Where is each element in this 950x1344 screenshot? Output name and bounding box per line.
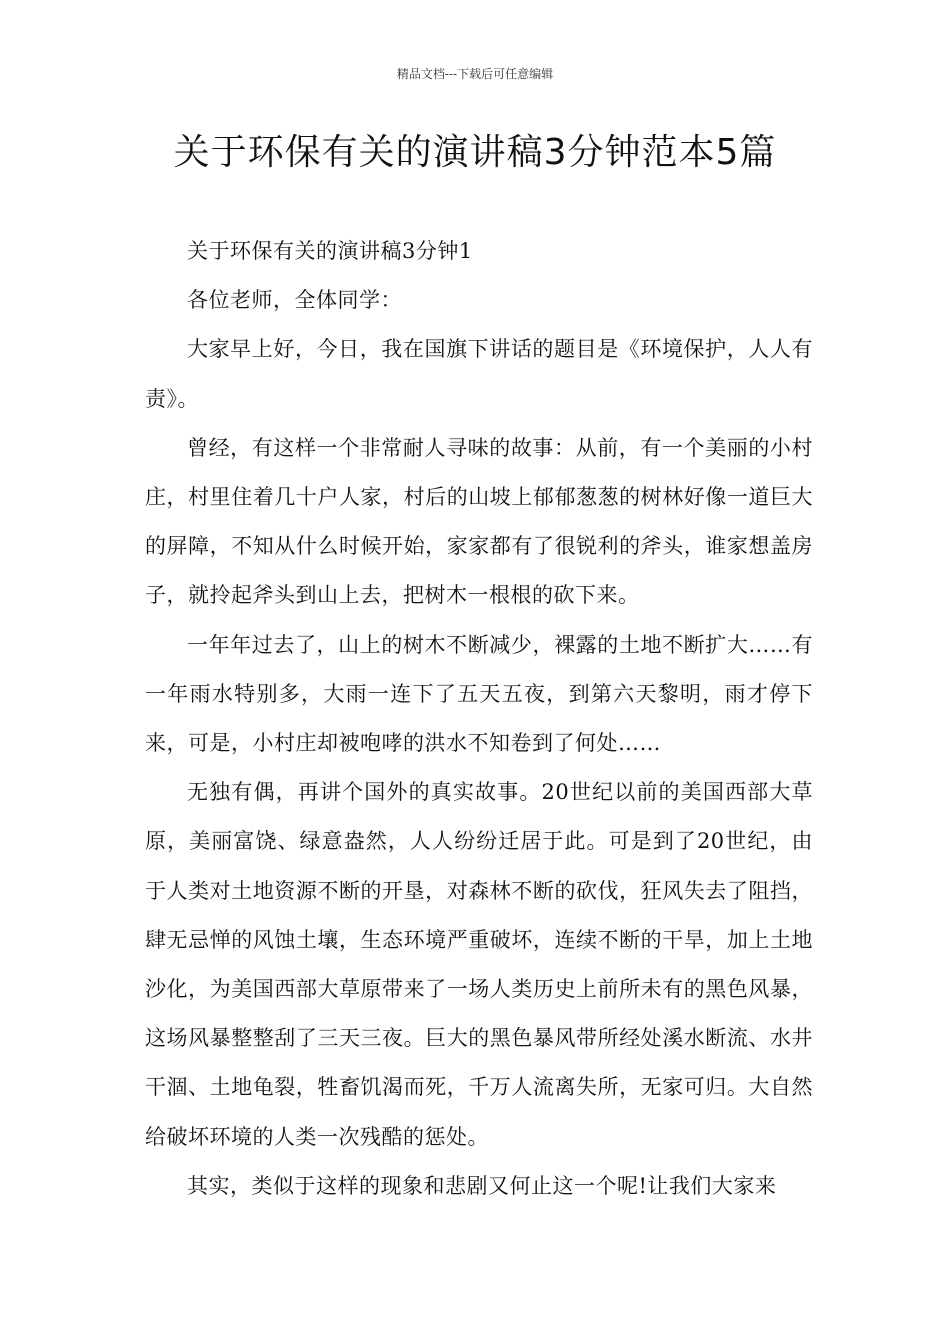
paragraph-greeting: 各位老师，全体同学： xyxy=(187,288,402,313)
paragraph-village-story: 曾经，有这样一个非常耐人寻味的故事：从前，有一个美丽的小村庄，村里住着几十户人家，村后的山坡上郁郁葱葱的树林好像一道巨大的屏障，不知从什么时候开始，家家都有了很锐利的斧头，谁家想盖房子，就拎起斧头到山上去，把树木一根根的砍下来。 xyxy=(145,435,813,608)
paragraph-flood: 一年年过去了，山上的树木不断减少，裸露的土地不断扩大……有一年雨水特别多，大雨一连下了五天五夜，到第六天黎明，雨才停下来，可是，小村庄却被咆哮的洪水不知卷到了何处…… xyxy=(145,632,813,756)
paragraph-black-storm: 无独有偶，再讲个国外的真实故事。20世纪以前的美国西部大草原，美丽富饶、绿意盎然，人人纷纷迁居于此。可是到了20世纪，由于人类对土地资源不断的开垦，对森林不断的砍伐，狂风失去了阻挡，肆无忌惮的风蚀土壤，生态环境严重破坏，连续不断的干旱，加上土地沙化，为美国西部大草原带来了一场人类历史上前所未有的黑色风暴，这场风暴整整刮了三天三夜。巨大的黑色暴风带所经处溪水断流、水井干涸、土地龟裂，牲畜饥渴而死，千万人流离失所，无家可归。大自然给破坏环境的人类一次残酷的惩处。 xyxy=(145,780,813,1149)
document-title: 关于环保有关的演讲稿3分钟范本5篇 xyxy=(173,132,777,173)
document-body xyxy=(145,227,813,1211)
header-note: 精品文档---下载后可任意编辑 xyxy=(396,67,554,81)
paragraph-section-heading: 关于环保有关的演讲稿3分钟1 xyxy=(187,239,473,263)
paragraph-closing: 其实，类似于这样的现象和悲剧又何止这一个呢!让我们大家来 xyxy=(187,1173,777,1198)
paragraph-opening: 大家早上好，今日，我在国旗下讲话的题目是《环境保护，人人有责》。 xyxy=(145,337,813,411)
